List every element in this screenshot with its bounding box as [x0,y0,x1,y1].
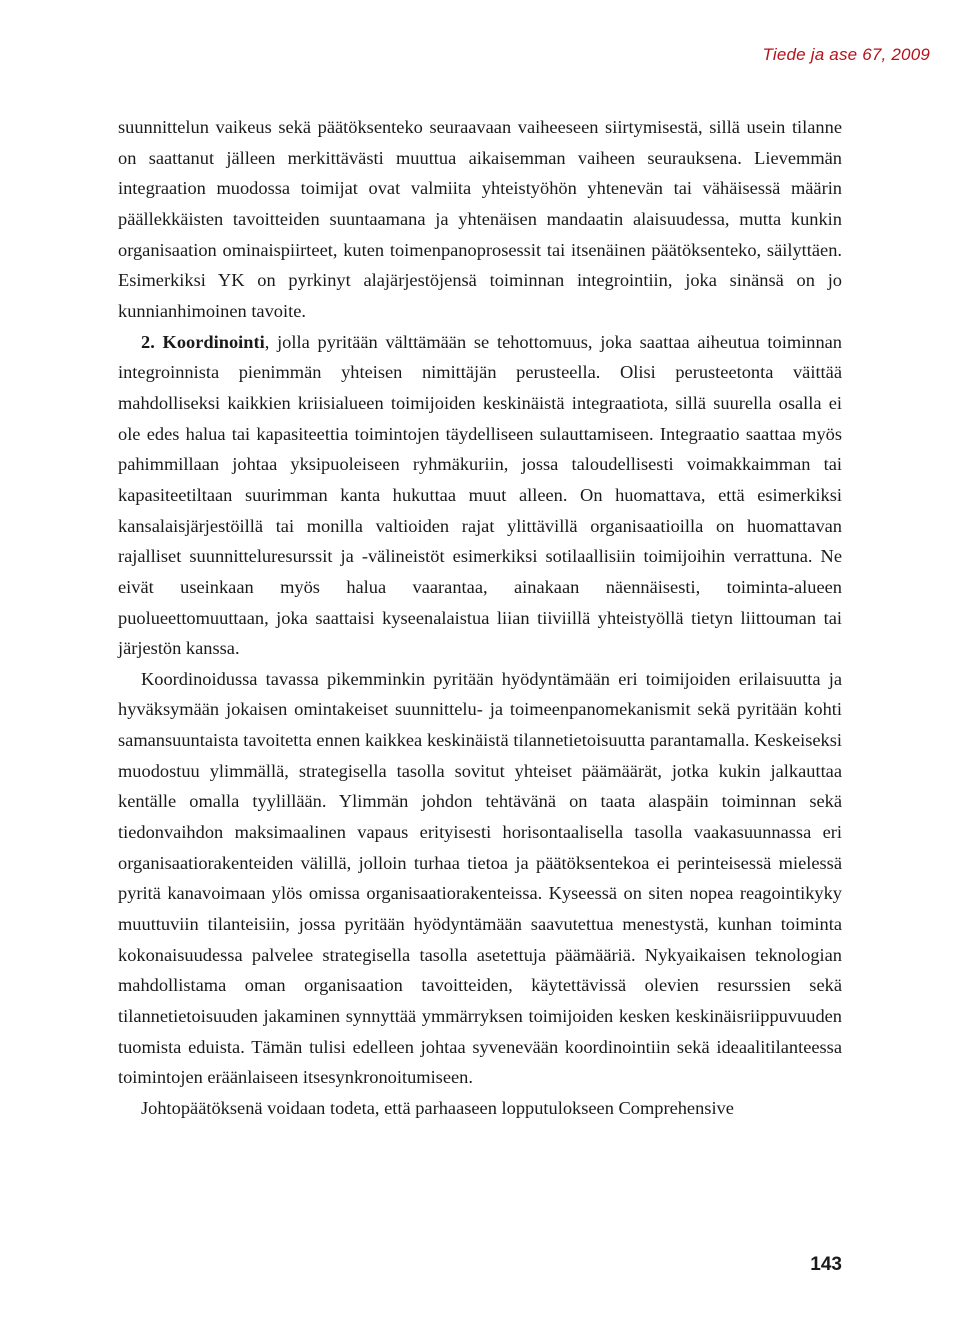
paragraph-1: suunnittelun vaikeus sekä päätöksenteko seuraavaan vaiheeseen siirtymisestä, sillä usein tilanne on saattanut jälleen merkittävästi muuttua aikaisemman vaiheen seurauksena. Lievemmän integraation muodossa toimijat ovat valmiita yhteistyöhön yhtenevän tai vähäisessä määrin päällekkäisten tavoitteiden suuntaamana ja yhtenäisen mandaatin alaisuudessa, mutta kunkin organisaation ominaispiirteet, kuten toimenpanoprosessit tai itsenäinen päätöksenteko, säilyttäen. Esimerkiksi YK on pyrkinyt alajärjestöjensä toiminnan integrointiin, joka sinänsä on jo kunnianhimoinen tavoite. [118,117,842,321]
paragraph-3: Koordinoidussa tavassa pikemminkin pyritään hyödyntämään eri toimijoiden erilaisuutta ja hyväksymään jokaisen omintakeiset suunnittelu- ja toimeenpanomekanismit sekä pyritään kohti samansuuntaista tavoitetta ennen kaikkea keskinäistä tilannetietoisuutta parantamalla. Keskeiseksi muodostuu ylimmällä, strategisella tasolla sovitut yhteiset päämäärät, jotka kukin jalkauttaa kentälle omalla tyylillään. Ylimmän johdon tehtävänä on taata alaspäin toiminnan sekä tiedonvaihdon maksimaalinen vapaus erityisesti horisontaalisella tasolla vaakasuunnassa eri organisaatiorakenteiden välillä, jolloin turhaa tietoa ja päätöksentekoa ei perinteisessä mielessä pyritä kanavoimaan ylös omissa organisaatiorakenteissa. Kyseessä on siten nopea reagointikyky muuttuviin tilanteisiin, jossa pyritään hyödyntämään saavutettua menestystä, kunhan toiminta kokonaisuudessa palvelee strategisella tasolla asetettuja päämääriä. Nykyaikaisen teknologian mahdollistama oman organisaation tavoitteiden, käytettävissä olevien resurssien sekä tilannetietoisuuden jakaminen synnyttää ymmärryksen toimijoiden kesken keskinäisriippuvuuden tuomista eduista. Tämän tulisi edelleen johtaa syvenevään koordinointiin sekä ideaalitilanteessa toimintojen eräänlaiseen itsesynkronoitumiseen. [118,668,842,1088]
page-number: 143 [810,1254,842,1275]
paragraph-2-text: , jolla pyritään välttämään se tehottomuus, joka saattaa aiheutua toiminnan integroinnista pienimmän yhteisen nimittäjän perusteella. Olisi perusteetonta väittää mahdolliseksi kaikkien kriisialueen toimijoiden keskinäistä integraatiota, sillä suurella osalla ei ole edes halua tai kapasiteettia toimintojen täydelliseen sulauttamiseen. Integraatio saattaa myös pahimmillaan johtaa yksipuoleiseen ryhmäkuriin, jossa taloudellisesti voimakkaimman tai kapasiteetiltaan suurimman kanta hukuttaa muut alleen. On huomattava, että esimerkiksi kansalaisjärjestöillä tai monilla valtioiden rajat ylittävillä organisaatioilla on huomattavan rajalliset suunnitteluresurssit ja -välineistöt esimerkiksi sotilaallisiin toimijoihin verrattuna. Ne eivät useinkaan myös halua vaarantaa, ainakaan näennäisesti, toiminta-alueen puolueettomuuttaan, joka saattaisi kyseenalaistua liian tiiviillä yhteistyöllä tietyn liittouman tai järjestön kanssa. [118,331,842,659]
paragraph-4: Johtopäätöksenä voidaan todeta, että parhaaseen lopputulokseen Comprehensive [141,1098,734,1118]
paragraph-2 [118,327,842,664]
body-text [118,112,842,1124]
list-item-heading: 2. Koordinointi [141,331,265,352]
running-head: Tiede ja ase 67, 2009 [762,45,930,64]
